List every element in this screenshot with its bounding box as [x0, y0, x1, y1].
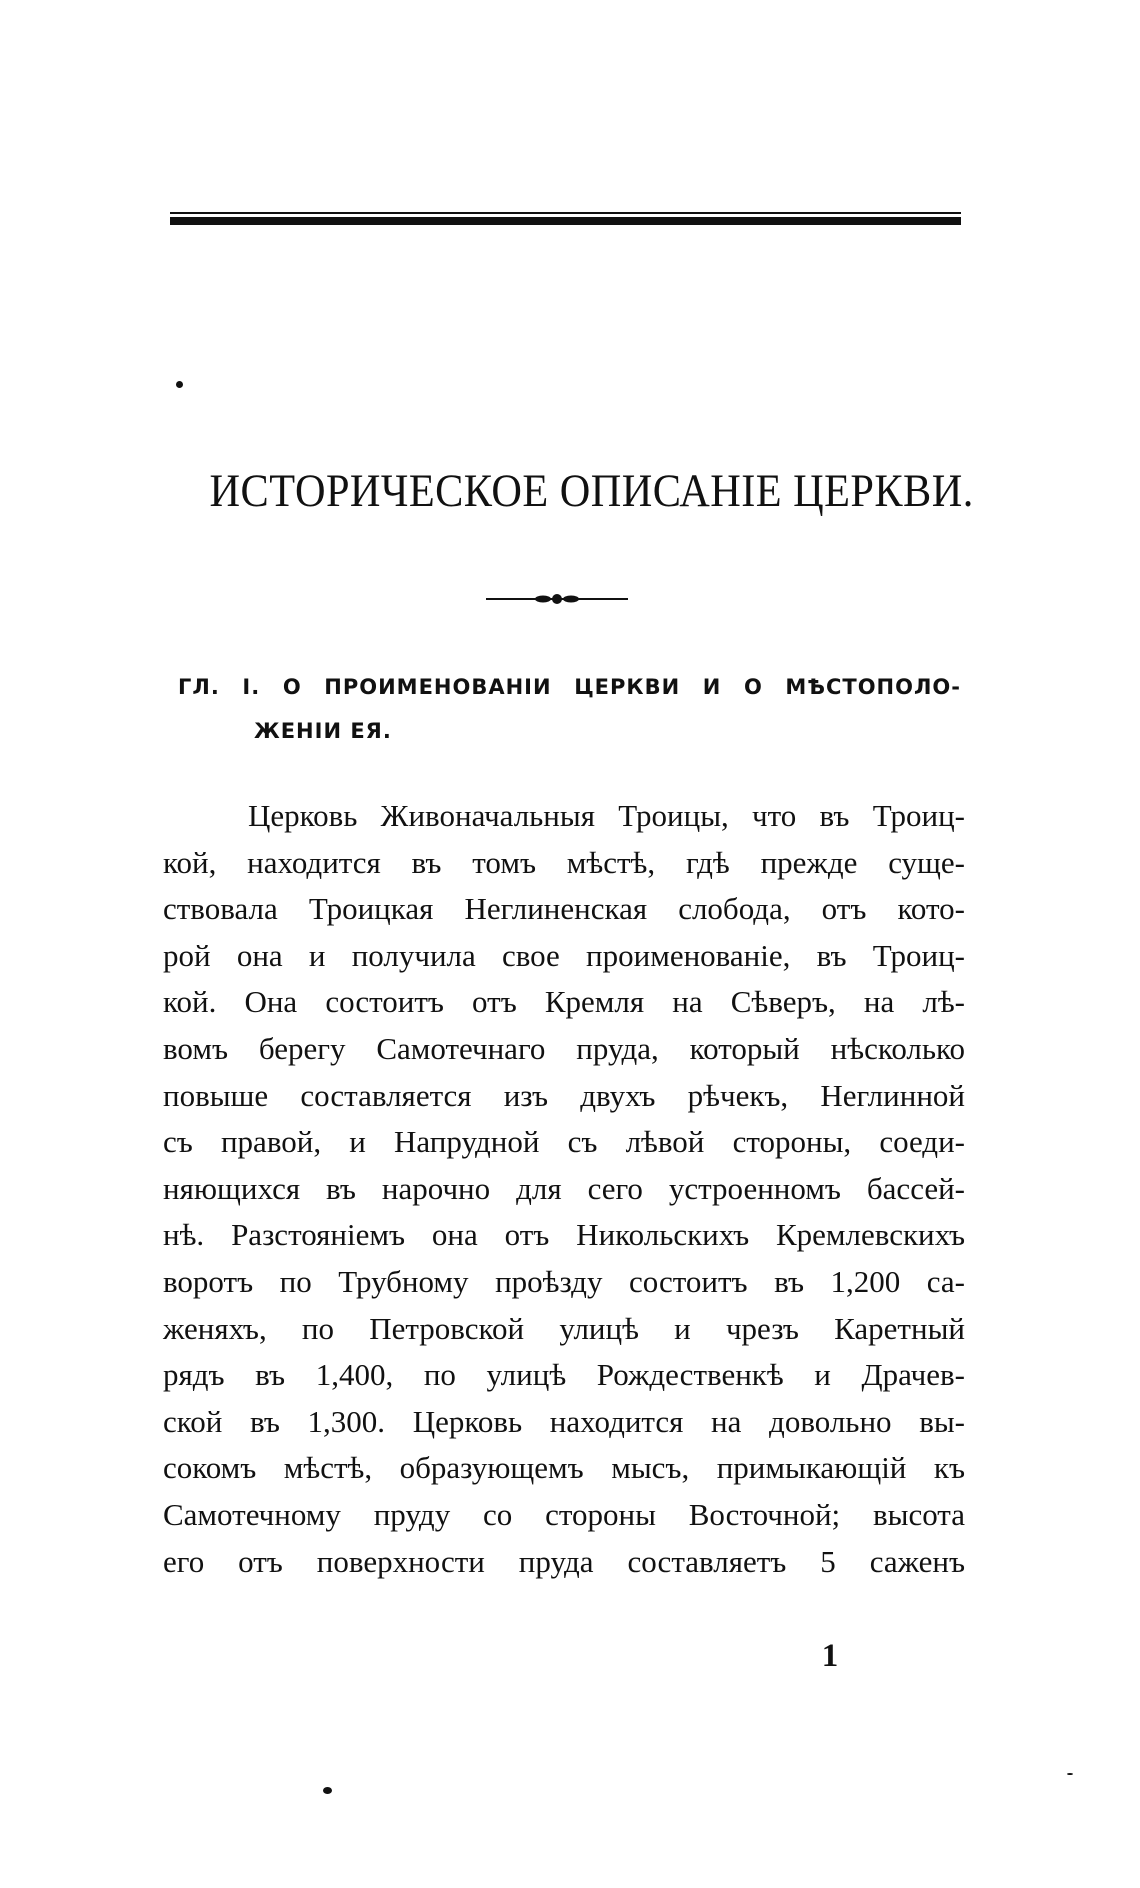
chapter-heading-line-2: ЖЕНІИ ЕЯ. [254, 719, 392, 743]
text-line: вомъ берегу Самотечнаго пруда, который нѣсколько [163, 1030, 965, 1066]
text-line: сокомъ мѣстѣ, образующемъ мысъ, примыкающій къ [163, 1450, 965, 1486]
text-line: ствовала Троицкая Неглиненская слобода, отъ кото- [163, 891, 965, 927]
page-title: ИСТОРИЧЕСКОЕ ОПИСАНІЕ ЦЕРКВИ. [209, 465, 974, 517]
text-line: няющихся въ нарочно для сего устроенномъ бассей- [163, 1170, 965, 1206]
chapter-heading [170, 665, 961, 753]
text-line: Самотечному пруду со стороны Восточной; высота [163, 1496, 965, 1532]
text-line: съ правой, и Напрудной съ лѣвой стороны, соеди- [163, 1124, 965, 1160]
text-line: рядъ въ 1,400, по улицѣ Рождественкѣ и Драчев- [163, 1357, 965, 1393]
ink-speck [176, 381, 183, 388]
text-line: кой. Она состоитъ отъ Кремля на Сѣверъ, на лѣ- [163, 984, 965, 1020]
ink-speck [1067, 1773, 1073, 1775]
body-paragraph [163, 793, 965, 1585]
text-line: женяхъ, по Петровской улицѣ и чрезъ Каретный [163, 1310, 965, 1346]
top-rule-thin-line [170, 212, 961, 214]
text-line: кой, находится въ томъ мѣстѣ, гдѣ прежде суще- [163, 844, 965, 880]
top-rule-thick-line [170, 217, 961, 225]
text-line: рой она и получила свое проименованіе, въ Троиц- [163, 937, 965, 973]
text-line: ской въ 1,300. Церковь находится на довольно вы- [163, 1403, 965, 1439]
ink-speck [323, 1787, 332, 1794]
text-line: его отъ поверхности пруда составляетъ 5 саженъ [163, 1543, 965, 1579]
title-ornament [486, 592, 628, 606]
text-line: воротъ по Трубному проѣзду состоитъ въ 1,200 са- [163, 1263, 965, 1299]
text-line: повыше составляется изъ двухъ рѣчекъ, Неглинной [163, 1077, 965, 1113]
chapter-heading-line-1: ГЛ. I. О ПРОИМЕНОВАНІИ ЦЕРКВИ И О МѢСТОПОЛО- [178, 675, 961, 699]
text-line: нѣ. Разстояніемъ она отъ Никольскихъ Кремлевскихъ [163, 1217, 965, 1253]
top-double-rule [170, 212, 961, 226]
text-line: Церковь Живоначальныя Троицы, что въ Троиц- [248, 798, 965, 833]
page-number: 1 [821, 1638, 839, 1674]
